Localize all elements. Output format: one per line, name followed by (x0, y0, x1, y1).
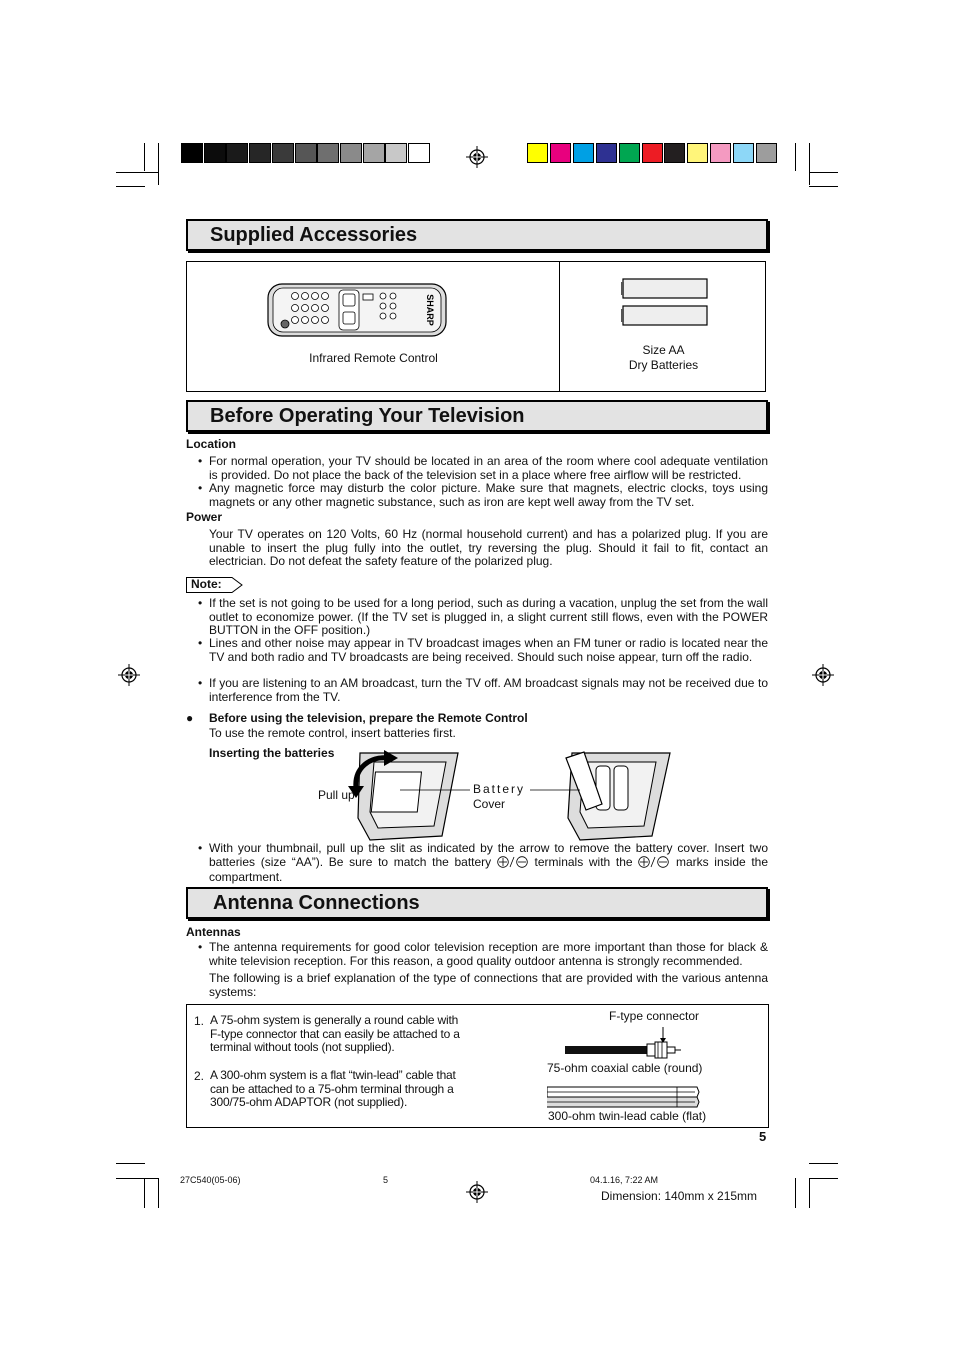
antenna-item-2-number: 2. (194, 1069, 205, 1083)
remote-prep-bullet-dot: ● (186, 711, 194, 725)
antenna-item-1: A 75-ohm system is generally a round cable with F-type connector that can easily be attached to a terminal without tools (not supplied). (210, 1013, 460, 1054)
registration-mark-top-icon (466, 146, 488, 168)
battery-cover-label-line1: Battery (473, 782, 526, 796)
ftype-connector-label: F-type connector (609, 1009, 700, 1023)
note-bullet-3: • If you are listening to an AM broadcast, turn the TV off. AM broadcast signals may not be received due to interference from the TV. (209, 677, 768, 704)
colorbar-swatch (687, 143, 708, 163)
section-title-accessories (186, 219, 768, 251)
footer-dimension: Dimension: 140mm x 215mm (601, 1189, 758, 1203)
colorbar-swatch (527, 143, 548, 163)
antennas-heading: Antennas (186, 925, 241, 939)
section-title-before-operating (186, 400, 768, 432)
note-bullet-2: • Lines and other noise may appear in TV broadcast images when an FM tuner or radio is located near the TV and both radio and TV broadcasts are being received. Should such noise appear, turn off the radio. (209, 637, 768, 664)
colorbar-swatch (642, 143, 663, 163)
location-bullet-1: • For normal operation, your TV should be located in an area of the room where cool adequate ventilation is provided. Do not place the back of the television set in a place where free airflow will be restricted. (209, 455, 768, 482)
battery-caption-line1: Size AA (642, 343, 685, 357)
remote-prep-heading: Before using the television, prepare the Remote Control (209, 711, 528, 725)
graybar-swatch (317, 143, 339, 163)
plus-minus-icon (638, 856, 670, 872)
page-number: 5 (759, 1129, 767, 1144)
plus-minus-icon (497, 856, 529, 872)
footer-center: 5 (383, 1175, 389, 1185)
graybar-swatch (340, 143, 362, 163)
thumbnail-text-a: With your thumbnail, pull up the slit as indicated by the arrow to remove the battery cover. Insert two batteries (size “AA”). Be sure to match the battery (209, 841, 768, 869)
colorbar-swatch (573, 143, 594, 163)
colorbar-swatch (619, 143, 640, 163)
battery-cover-label (473, 782, 525, 812)
remote-caption: Infrared Remote Control (309, 351, 438, 365)
section-heading: Antenna Connections (213, 892, 420, 914)
thumbnail-bullet (209, 842, 768, 885)
aa-batteries-illustration (621, 276, 711, 328)
note-bullet-1: • If the set is not going to be used for a long period, such as during a vacation, unplug the set from the wall outlet to economize power. (If the TV set is plugged in, a slight current still flows, even with the POWER BUTTON in the OFF position.) (209, 597, 768, 638)
graybar-swatch (226, 143, 248, 163)
coaxial-cable-label: 75-ohm coaxial cable (round) (547, 1061, 703, 1075)
thumbnail-text-c: marks inside the compartment. (209, 854, 769, 884)
note-label: Note: (191, 577, 222, 591)
accessories-box (186, 261, 766, 392)
footer-right: 04.1.16, 7:22 AM (590, 1175, 659, 1185)
power-text: Your TV operates on 120 Volts, 60 Hz (normal household current) and has a polarized plug. If you are unable to insert the plug fully into the outlet, try reversing the plug. Should it fail to fit, contact an electrician. Do not defeat the safety feature of the polarized plug. (209, 527, 768, 568)
section-title-antenna (186, 887, 768, 919)
section-heading: Before Operating Your Television (210, 405, 525, 427)
graybar-swatch (408, 143, 430, 163)
graybar-swatch (272, 143, 294, 163)
colorbar-swatch (733, 143, 754, 163)
location-heading: Location (186, 437, 236, 451)
graybar-swatch (295, 143, 317, 163)
registration-mark-bottom-icon (466, 1181, 488, 1203)
registration-mark-left-icon (118, 664, 140, 686)
colorbar-swatch (756, 143, 777, 163)
thumbnail-text-b: terminals with the (534, 854, 633, 869)
antenna-box (186, 1004, 769, 1128)
graybar-swatch (181, 143, 203, 163)
antenna-item-1-number: 1. (194, 1014, 205, 1028)
remote-prep-text: To use the remote control, insert batteries first. (209, 726, 456, 740)
graybar-swatch (363, 143, 385, 163)
antennas-followup: The following is a brief explanation of the type of connections that are provided with the various antenna systems: (209, 971, 768, 999)
power-heading: Power (186, 510, 223, 524)
antennas-bullet: • The antenna requirements for good color television reception are more important than those for black & white television reception. For this reason, a good quality outdoor antenna is strongly recommended. (209, 941, 768, 968)
colorbar-swatch (550, 143, 571, 163)
graybar-swatch (249, 143, 271, 163)
twin-lead-cable-illustration (547, 1083, 707, 1109)
colorbar-swatch (596, 143, 617, 163)
location-bullet-2: • Any magnetic force may disturb the color picture. Make sure that magnets, electric clocks, toys using magnets or any other magnetic substance, such as iron are kept well away from the TV set. (209, 482, 768, 509)
section-heading: Supplied Accessories (210, 224, 418, 246)
registration-mark-right-icon (812, 664, 834, 686)
coaxial-cable-illustration (565, 1023, 685, 1063)
pull-up-label: Pull up (318, 788, 355, 802)
remote-brand-label: SHARP (425, 294, 435, 326)
colorbar-swatch (664, 143, 685, 163)
remote-control-illustration (267, 280, 449, 340)
battery-caption (560, 343, 767, 373)
graybar-swatch (385, 143, 407, 163)
footer-left: 27C540(05-06) (180, 1175, 241, 1185)
battery-cover-label-line2: Cover (473, 797, 506, 811)
graybar-swatch (204, 143, 226, 163)
battery-caption-line2: Dry Batteries (628, 358, 699, 372)
antenna-item-2: A 300-ohm system is a flat “twin-lead” cable that can be attached to a 75-ohm terminal through a 300/75-ohm ADAPTOR (not supplied). (210, 1068, 456, 1109)
inserting-batteries-heading: Inserting the batteries (209, 746, 335, 760)
twin-lead-cable-label: 300-ohm twin-lead cable (flat) (548, 1109, 707, 1123)
colorbar-swatch (710, 143, 731, 163)
